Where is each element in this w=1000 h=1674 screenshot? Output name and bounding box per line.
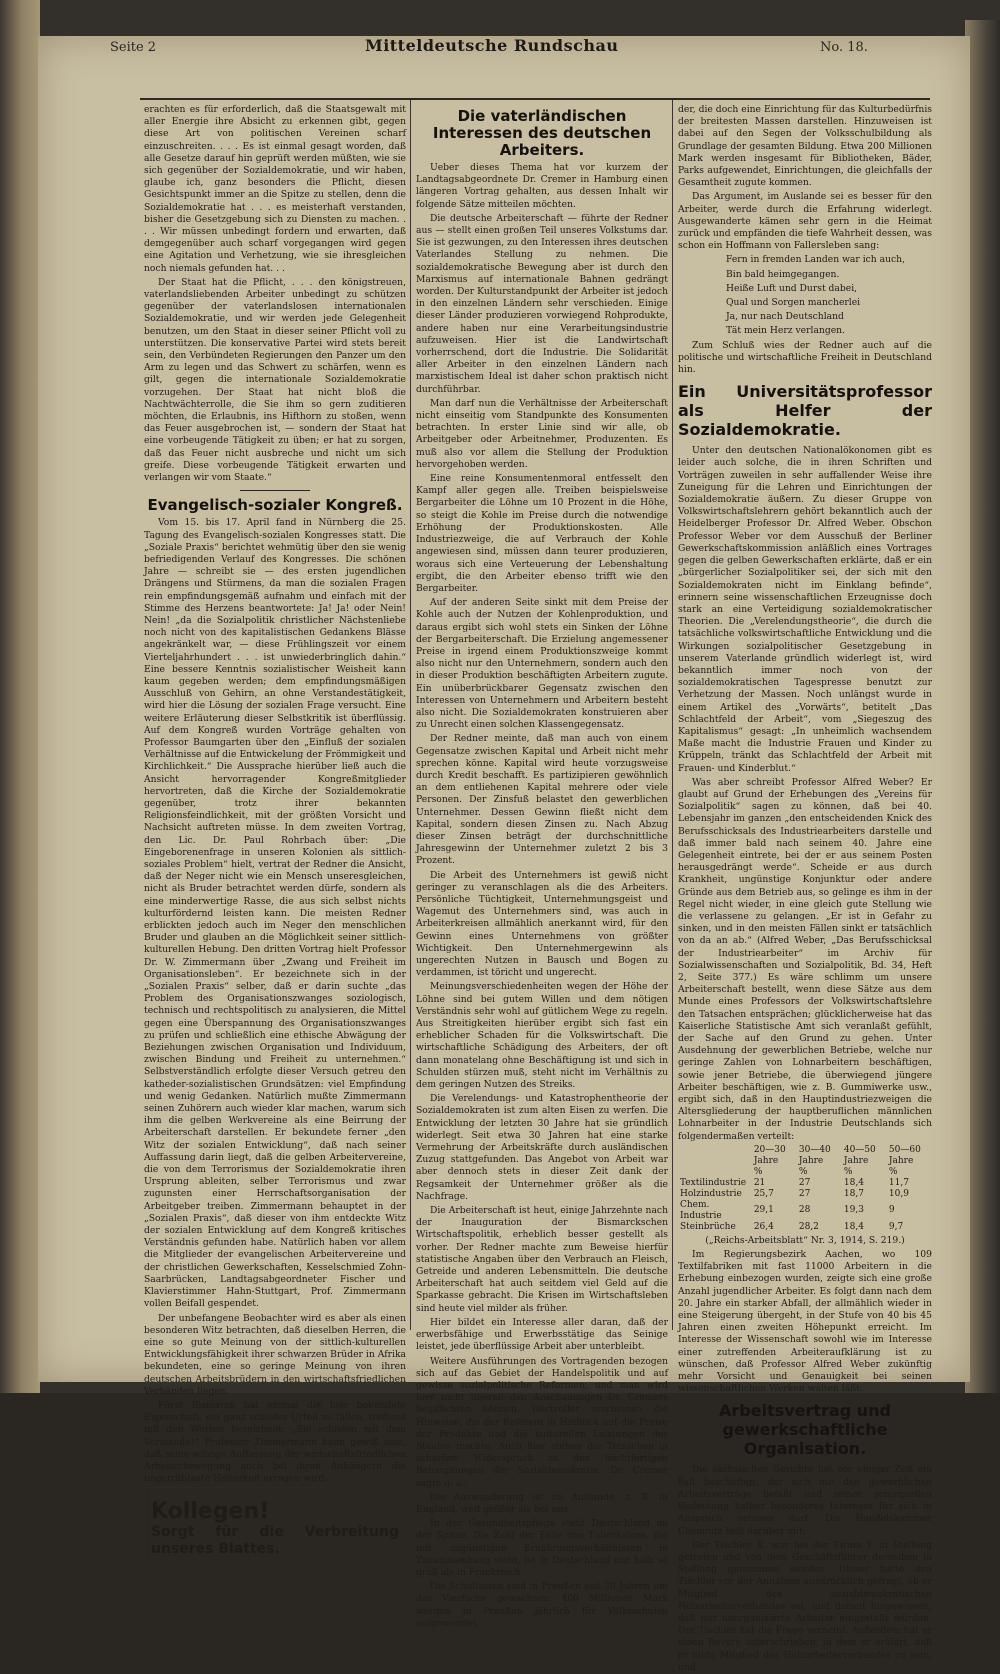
book-binding xyxy=(0,0,40,1393)
header-rule xyxy=(140,98,930,100)
table-row xyxy=(678,1178,932,1189)
promo-box xyxy=(144,1487,406,1563)
paragraph: Im Regierungsbezirk Aachen, wo 109 Textilfabriken mit fast 11000 Arbeitern in die Erhebung einbezogen wurden, zeigte sich eine große Anzahl jugendlicher Arbeiter. Es folgt dann nach dem 20. Jahre ein starker Abfall, der allmählich wieder in eine Steigerung übergeht, in der Stufe von 40 bis 45 Jahren einen zweiten Höhepunkt erreicht. Im Interesse der Wissenschaft sowohl wie im Interesse einer zutreffenden Arbeiteraufklärung ist zu wünschen, daß Professor Alfred Weber zukünftig mehr Vorsicht und Genauigkeit bei seinen wissenschaftlichen Werken walten läßt. xyxy=(678,1249,932,1395)
paragraph: Der Tischler X. war bei der Firma Y. in Stellung getreten und von dem Geschäftsführer derselben in Stellung genommen worden. Dieser hatte den Tischler vor der Annahme ausdrücklich gefragt, ob er Mitglied des sozialdemokratischen Holzarbeiterverbandes sei, und darauf hingewiesen, daß nur unorganisierte Arbeiter eingestellt würden. Der Tischler hat die Frage verneint. Außerdem hat er einen Revers unterschrieben, in dem er erklärt, daß er nicht Mitglied des Holzarbeiterverbandes zu sein, und xyxy=(678,1539,932,1673)
paragraph: Eine reine Konsumentenmoral entfesselt den Kampf aller gegen alle. Treiben beispielsweise Bergarbeiter die Löhne um 10 Prozent in die Höhe, so steigt die Kohle im Preise durch die notwendige Erhöhung der Produktionskosten. Alle Industriezweige, die auf Verbrauch der Kohle angewiesen sind, müssen dann teurer produzieren, woraus sich eine Verteuerung der Lebenshaltung ergibt, die den Arbeiter ebenso trifft wie den Bergarbeiter. xyxy=(416,473,668,594)
paragraph: Die Arbeit des Unternehmers ist gewiß nicht geringer zu veranschlagen als die des Arbeiters. Persönliche Tüchtigkeit, Unternehmungsgeist und Wagemut des Unternehmers sind, was auch in Arbeiterkreisen allmählich anerkannt wird, für den Gewinn eines Unternehmens von größter Wichtigkeit. Den Unternehmergewinn als ungerechten Nutzen in Bausch und Bogen zu verdammen, ist töricht und ungerecht. xyxy=(416,869,668,979)
issue-number: No. 18. xyxy=(820,40,868,55)
table-row xyxy=(678,1189,932,1200)
paragraph: Weitere Ausführungen des Vortragenden bezogen sich auf das Gebiet der Handelspolitik und auf gewisse sozialpolitische Reformen, und man wird hier nicht überall den Anschauungen Dr. Cremers beipflichten können. Wertvoller erscheinen die Hinweise, die der Referent in Hinblick auf die Preise der Produkte und die kulturellen Leistungen des Staates machte. Auch hier stehen die Tatsachen in scharfem Widerspruch zu den leichtfertigen Behauptungen der Sozialdemokratie. Dr. Cremer sagte u. a.: xyxy=(416,1355,668,1489)
page-edge xyxy=(965,20,1000,1393)
paragraph: Auf der anderen Seite sinkt mit dem Preise der Kohle auch der Nutzen der Kohlenproduktion, und daraus ergibt sich wohl stets ein Sinken der Löhne der Bergarbeiterschaft. Die Erzielung angemessener Preise in irgend einem Produktionszweige kommt also nicht nur den Unternehmern, sondern auch den in dieser Produktion beschäftigten Arbeitern zugute. Ein unüberbrückbarer Gegensatz zwischen den Interessen von Unternehmern und Arbeitern besteht also nicht. Die Sozialdemokraten konstruieren aber zu Unrecht einen solchen Klassengegensatz. xyxy=(416,597,668,731)
table-source: („Reichs-Arbeitsblatt“ Nr. 3, 1914, S. 219.) xyxy=(705,1234,905,1246)
article-heading: Arbeitsvertrag und gewerkschaftliche Organisation. xyxy=(719,1401,891,1459)
paragraph: Das Argument, im Auslande sei es besser für den Arbeiter, werde durch die Erfahrung widerlegt. Ausgewanderte kämen sehr gern in die Heimat zurück und empfänden die tiefe Wahrheit dessen, was schon ein Hoffmann von Fallersleben sang: xyxy=(678,191,932,252)
cell: 25,7 xyxy=(753,1188,774,1199)
paragraph: Die Arbeiterschaft ist heut, einige Jahrzehnte nach der Inauguration der Bismarckschen Wirtschaftspolitik, erheblich besser gestellt als vorher. Der Redner machte zum Beweise hierfür statistische Angaben über den Verbrauch an Fleisch, Getreide und anderen Lebensmitteln. Die deutsche Arbeiterschaft hat auch seitdem viel Geld auf die Sparkasse gebracht. Die Krisen im Wirtschaftsleben sind heute viel milder als früher. xyxy=(416,1205,668,1314)
article-heading: Die vaterländischen Interessen des deutschen Arbeiters. xyxy=(432,107,652,159)
column-1 xyxy=(144,104,406,1558)
paragraph: Die Schullasten sind in Preußen seit 30 Jahren um das Vierfache gewachsen. 400 Millionen Mark werden in Preußen jährlich für Volksschulen aufgewendet, xyxy=(416,1581,668,1629)
page-header xyxy=(110,36,930,70)
table-row xyxy=(678,1200,932,1222)
poem-line: Qual und Sorgen mancherlei xyxy=(726,297,861,309)
paragraph: erachten es für erforderlich, daß die Staatsgewalt mit aller Energie ihre Absicht zu erkennen gibt, gegen diese Art von politischen Vereinen scharf einzuschreiten. . . . Es ist einmal gesagt worden, daß alle Gesetze darauf hin geprüft werden müßten, wie sie sich gegenüber der Sozialdemokratie, und wir haben, glaube ich, ganz besonders die Pflicht, diesen Gesichtspunkt immer an die Spitze zu stellen, denn die Sozialdemokratie hat . . . es meisterhaft verstanden, bisher die Gesetzgebung sich zu Diensten zu machen. . . . Wir müssen unbedingt fordern und erwarten, daß demgegenüber auch scharf vorgegangen wird gegen eine Agitation und Verhetzung, wie sie ihresgleichen noch niemals gefunden hat. . . xyxy=(144,104,406,274)
column-rule-1 xyxy=(410,100,411,1330)
paragraph: Man darf nun die Verhältnisse der Arbeiterschaft nicht einseitig vom Standpunkte des Konsumenten betrachten. In erster Linie sind wir alle, ob Arbeitgeber oder Arbeitnehmer, Produzenten. Es muß also vor allem die Stellung der Produktion hervorgehoben werden. xyxy=(416,397,668,470)
paragraph: Der unbefangene Beobachter wird es aber als einen besonderen Witz betrachten, daß dieselben Herren, die eine so gute Meinung von der sittlich-kulturellen Entwicklungsfähigkeit ihrer schwarzen Brüder in Afrika bekundeten, eine so geringe Meinung von ihren deutschen Arbeitsbrüdern in den wirtschaftsfriedlichen Verbänden liegen. xyxy=(144,1312,406,1397)
paragraph: Der Staat hat die Pflicht, . . . den königstreuen, vaterlandsliebenden Arbeiter unbedingt zu schützen gegenüber der vaterlandslosen internationalen Sozialdemokratie, und wir werden jede Gelegenheit benutzen, um den Staat in dieser seiner Pflicht voll zu unterstützen. Die konservative Partei wird stets bereit sein, den Verbündeten Regierungen den Panzer um den Arm zu legen und das Schwert zu schärfen, wenn es gilt, gegen die internationale Sozialdemokratie vorzugehen. Der Staat hat nicht bloß die Nachtwächterrolle, die Sie ihm so gern zuditieren möchten, die Erlaubnis, ins Hifthorn zu stoßen, wenn das Feuer ausgebrochen ist, — sondern der Staat hat eine vorbeugende Tätigkeit zu üben; er hat zu sorgen, daß das Feuer nicht ausbreche und nicht um sich greife. Diese vorbeugende Tätigkeit erwarten und verlangen wir vom Staate.“ xyxy=(144,276,406,484)
cell: 9,7 xyxy=(888,1221,904,1232)
cell: 26,4 xyxy=(753,1221,774,1232)
cell: 9 xyxy=(888,1205,895,1216)
cell: 10,9 xyxy=(888,1188,909,1199)
paragraph: Hier bildet ein Interesse aller daran, daß der erwerbsfähige und Erwerbsstätige das Seinige leistet, jede überflüssige Arbeit aber unterbleibt. xyxy=(416,1316,668,1353)
poem xyxy=(678,254,932,337)
row-label: Steinbrüche xyxy=(680,1221,736,1232)
cell: 11,7 xyxy=(888,1177,909,1188)
table-header: 20—30 Jahre xyxy=(753,1144,786,1166)
paragraph: Ueber dieses Thema hat vor kurzem der Landtagsabgeordnete Dr. Cremer in Hamburg einen längeren Vortrag gehalten, aus dessen Inhalt wir folgende Sätze mitteilen möchten. xyxy=(416,162,668,210)
row-label: Chem. Industrie xyxy=(680,1199,722,1221)
poem-line: Fern in fremden Landen war ich auch, xyxy=(726,254,906,266)
poem-line: Bin bald heimgegangen. xyxy=(726,268,840,280)
table-unit: % xyxy=(798,1166,808,1177)
paragraph: Was aber schreibt Professor Alfred Weber? Er glaubt auf Grund der Erhebungen des „Vereins für Sozialpolitik“ sagen zu können, daß bei 40. Lebensjahr im ganzen „den entscheidenden Knick des Berufsschicksals des Industriearbeiters darstelle und daß immer bald nach seinem 40. Jahre eine Gelegenheit eintrete, bei der er aus seinem Posten herausgedrängt werde“. Scheide er aus durch Krankheit, ungünstige Konjunktur oder andere Gründe aus dem Betrieb aus, so gelinge es ihm in der Regel nicht wieder, in eine gleich gute Stellung wie die verlassene zu gelangen. „Er ist in Gefahr zu sinken, und in den meisten Fällen sinkt er tatsächlich von da an ab.“ (Alfred Weber, „Das Berufsschicksal der Industriearbeiter“ im Archiv für Sozialwissenschaften und Sozialpolitik, Bd. 34, Heft 2, Seite 377.) Es wäre schlimm um unsere Arbeiterschaft bestellt, wenn diese Sätze aus dem Munde eines Professors der Volkswirtschaftslehre den Tatsachen entsprächen; glücklicherweise hat das Kaiserliche Statistische Amt sich veranlaßt gefühlt, der Sache auf den Grund zu gehen. Unter Ausdehnung der gewerblichen Betriebe, welche nur geringe Zahlen von Lohnarbeitern beschäftigen, sowie jener Betriebe, die überwiegend jüngere Arbeiter beschäftigen, wie z. B. Gummiwerke usw., ergibt sich, daß in den Hauptindustriezweigen die Altersgliederung der hauptberuflichen männlichen Lohnarbeiter in der Industrie Deutschlands sich folgendermaßen verteilt: xyxy=(678,776,932,1142)
paragraph: Zum Schluß wies der Redner auch auf die politische und wirtschaftliche Freiheit in Deutschland hin. xyxy=(678,339,932,376)
cell: 29,1 xyxy=(753,1205,774,1216)
cell: 27 xyxy=(798,1177,811,1188)
paragraph: Vom 15. bis 17. April fand in Nürnberg die 25. Tagung des Evangelisch-sozialen Kongresses statt. Die „Soziale Praxis“ berichtet wehmütig über den sie wenig befriedigenden Verlauf des Kongresses. Die schönen Jahre — schreibt sie — des ersten jugendlichen Drängens und Stürmens, da man die sozialen Fragen rein empfindungsgemäß aufnahm und einfach mit der Stimme des Herzens beantwortete: Ja! Ja! oder Nein! Nein! „da die Sozialpolitik christlicher Nächstenliebe noch nicht von des kapitalistischen Gedankens Blässe angekränkelt war, — diese Frühlingszeit vor einem Vierteljahrhundert . . . ist unwiederbringlich dahin.“ Eine bessere Kenntnis sozialistischer Weisheit kann kaum gegeben werden; dem empfindungsmäßigen Ausschluß von Gehirn, an ohne Verstandestätigkeit, wird hier die Lösung der sozialen Frage versucht. Eine weitere Erläuterung dieser Selbstkritik ist überflüssig. Auf dem Kongreß wurden Vorträge gehalten von Professor Baumgarten über den „Einfluß der sozialen Verhältnisse auf die Entwickelung der Frömmigkeit und Kirchlichkeit.“ Die Aussprache hierüber ließ auch die Ansicht hervorragender Kongreßmitglieder hervortreten, daß die Kirche der Sozialdemokratie gegenüber, trotz ihrer bekannten Religionsfeindlichkeit, mit der größten Vorsicht und Nachsicht auftreten müsse. In dem zweiten Vortrag, den Lic. Dr. Paul Rohrbach über: „Die Eingeborenenfrage in unseren Kolonien als sittlich-soziales Problem“ hielt, vertrat der Redner die Ansicht, daß der Neger nicht wie ein Mensch unseresgleichen, nicht als Bruder betrachtet werden dürfe, sondern als eine minderwertige Rasse, die aus sich selbst nichts kulturfördernd leisten kann. Die meisten Redner erblickten jedoch auch im Neger den menschlichen Bruder und glauben an die Möglichkeit seiner sittlich-kulturellen Hebung. Den dritten Vortrag hielt Professor Dr. W. Zimmermann über „Zwang und Freiheit im Organisationsleben“. Er bezeichnete sich in der „Sozialen Praxis“ selber, daß er darin suchte „das Problem des Organisationszwanges soziologisch, technisch und rechtspolitisch zu analysieren, die Mittel gegen eine Überspannung des Organisationszwanges zu prüfen und schließlich eine ethische Abwägung der Beziehungen zwischen Organisation und Individuum, zwischen Bindung und Freiheit zu unternehmen.“ Selbstverständlich erfolgte dieser Versuch getreu den katheder-sozialistischen Grundsätzen: viel Empfindung und wenig Gedanken. Natürlich mußte Zimmermann seinen Zuhörern auch wieder klar machen, warum sich ihm die gelben Werkvereine als eine Beirrung der Arbeiterschaft darstellen. Er bekundete ferner „den Witz der sozialen Entwicklung“, daß nach seiner Auffassung darin liegt, daß die gelben Arbeitervereine, die von dem Terrorismus der Sozialdemokratie ihren Ursprung ableiten, selber Terrorismus und zwar zugunsten einer Herrschaftsorganisation der Arbeitgeber treiben. Zimmermann behauptet in der „Sozialen Praxis“, daß dieser von ihm entdeckte Witz der sozialen Entwicklung auf dem Kongreß kritisches Verständnis gefunden habe. Natürlich haben vor allem die Mitglieder der evangelischen Arbeitervereine und der christlichen Gewerkschaften, Kesselschmied Zohn-Saarbrücken, Landtagsabgeordneter Fischer und Klavierstimmer Hahn-Stuttgart, Prof. Zimmermann vollen Beifall gespendet. xyxy=(144,517,406,1310)
table-header: 30—40 Jahre xyxy=(798,1144,831,1166)
article-heading: Ein Universitätsprofessor als Helfer der Sozialdemokratie. xyxy=(678,382,932,440)
table-unit: % xyxy=(888,1166,898,1177)
paragraph: Fürst Bismarck hat einmal die hier bekundete Eigenschaft, ein ganz schiefes Urteil zu fällen, treffend mit den Worten bezeichnet: „Sie schielen mit dem Verstande!“ Professor Zimmermann kann gewiß sein, daß seine witzige Auffassung der wirtschaftsfriedlichen Arbeiterbewegung auch bei ihren Anhängern die ungetrübteste Heiterkeit erregen wird. xyxy=(144,1399,406,1485)
paragraph: Die sächsischen Gerichte hat vor einiger Zeit ein Fall beschäftigt, der sich mit den gewerblichen Arbeitsverträge befaßt und seiner prinzipiellen Bedeutung halber besonderes Interesse für sich in Anspruch nehmen darf. Die Handelskammer Chemnitz teilt darüber mit: xyxy=(678,1464,932,1537)
paragraph: Die Verelendungs- und Katastrophentheorie der Sozialdemokraten ist zum alten Eisen zu werfen. Die Entwicklung der letzten 30 Jahre hat sie gründlich widerlegt. Seit etwa 30 Jahren hat eine starke Vermehrung der Arbeitskräfte durch ausländischen Zuzug stattgefunden. Das Angebot von Arbeit war aber dennoch stets in dieser Zeit dank der Regsamkeit der Unternehmer größer als die Nachfrage. xyxy=(416,1093,668,1202)
row-label: Textilindustrie xyxy=(680,1177,747,1188)
table-header: 50—60 Jahre xyxy=(888,1144,921,1166)
promo-headline: Kollegen! xyxy=(151,1499,270,1525)
table-unit: % xyxy=(843,1166,853,1177)
masthead-title: Mitteldeutsche Rundschau xyxy=(365,36,619,55)
paragraph: Die Auswanderung ist im Auslande, z. B. in England, weit größer als bei uns. xyxy=(416,1491,668,1515)
cell: 19,3 xyxy=(843,1205,864,1216)
paragraph: der, die doch eine Einrichtung für das Kulturbedürfnis der breitesten Massen darstellen. Hinzuweisen ist dabei auf den Segen der Volksschulbildung als Grundlage der gesamten Bildung. Etwa 200 Millionen Mark werden insgesamt für Bibliotheken, Bäder, Parks aufgewendet, Einrichtungen, die gleichfalls der Gesamtheit zugute kommen. xyxy=(678,104,932,189)
column-3 xyxy=(678,104,932,1673)
paragraph: In der Gesundheitspflege steht Deutschland an der Spitze. Die Zahl der Fälle von Tuberkulose, die mit ungünstigen Ernährungsverhältnissen in Zusammenhang steht, ist in Deutschland nur halb so groß als in Frankreich. xyxy=(416,1518,668,1578)
poem-line: Ja, nur nach Deutschland xyxy=(726,311,844,323)
paragraph: Meinungsverschiedenheiten wegen der Höhe der Löhne sind bei gutem Willen und dem nötigen Verständnis sehr wohl auf gütlichem Wege zu regeln. Aus Streitigkeiten hierüber ergibt sich fast ein erheblicher Schaden für die Volkswirtschaft. Die wirtschaftliche Schädigung des Arbeiters, der oft dann monatelang ohne Beschäftigung ist und sich in Schulden stürzen muß, steht nicht im Verhältnis zu dem geringen Nutzen des Streiks. xyxy=(416,981,668,1091)
poem-line: Tät mein Herz verlangen. xyxy=(726,325,845,337)
table-header: 40—50 Jahre xyxy=(843,1144,876,1166)
cell: 28 xyxy=(798,1205,811,1216)
separator xyxy=(240,490,310,491)
cell: 18,4 xyxy=(843,1221,864,1232)
paragraph: Der Redner meinte, daß man auch von einem Gegensatze zwischen Kapital und Arbeit nicht mehr sprechen könne. Kapital wird heute vorzugsweise durch Kredit beschafft. Es partizipieren gewöhnlich an dem entliehenen Kapital mehrere oder viele Personen. Der Zinsfuß belastet den gewerblichen Unternehmer. Dessen Gewinn fließt nicht dem Kapital, sondern diesen Zinsen zu. Nach Abzug dieser Zinsen beträgt der durchschnittliche Jahresgewinn der Unternehmer zuletzt 2 bis 3 Prozent. xyxy=(416,733,668,867)
cell: 21 xyxy=(753,1177,766,1188)
cell: 18,4 xyxy=(843,1177,864,1188)
page-number: Seite 2 xyxy=(110,40,157,55)
age-table xyxy=(678,1145,932,1233)
table-unit: % xyxy=(753,1166,763,1177)
promo-subline: Sorgt für die Verbreitung unseres Blattes. xyxy=(151,1524,399,1558)
table-row xyxy=(678,1222,932,1233)
cell: 28,2 xyxy=(798,1221,819,1232)
column-rule-2 xyxy=(672,100,673,1330)
row-label: Holzindustrie xyxy=(680,1188,742,1199)
cell: 18,7 xyxy=(843,1188,864,1199)
column-2 xyxy=(416,104,668,1629)
article-heading: Evangelisch-sozialer Kongreß. xyxy=(147,496,403,515)
cell: 27 xyxy=(798,1188,811,1199)
poem-line: Heiße Luft und Durst dabei, xyxy=(726,282,858,294)
paragraph: Unter den deutschen Nationalökonomen gibt es leider auch solche, die in ihren Schriften und Vorträgen zuweilen in sehr auffallender Weise ihre Zuneigung für die Lehren und Einrichtungen der Sozialdemokratie äußern. Zu dieser Gruppe von Volkswirtschaftslehrern gehört bekanntlich auch der Heidelberger Professor Dr. Alfred Weber. Obschon Professor Weber vor dem Ausschuß der Berliner Gewerkschaftskommission anläßlich eines Vortrages gegen die gelben Gewerkschaften erklärte, daß er ein „bürgerlicher Sozialpolitiker sei, der sich mit den Sozialdemokraten nicht im Einklang befinde“, erinnern seine wissenschaftlichen Erzeugnisse doch stark an eine Verteidigung sozialdemokratischer Theorien. Die „Verelendungstheorie“, die durch die tatsächliche volkswirtschaftliche Entwicklung und die Wirkungen sozialpolitischer Gesetzgebung in unserem Vaterlande gründlich widerlegt ist, wird bekanntlich immer noch von der sozialdemokratischen Tagespresse benutzt zur Verhetzung der Massen. Noch unlängst wurde in einem Artikel des „Vorwärts“, betitelt „Das Schlachtfeld der Arbeit“, vom „Siegeszug des Kapitalismus“ gesagt: „In unheimlich wachsendem Maße macht die Industrie Frauen und Kinder zu Krüppeln, tränkt das Schlachtfeld der Arbeit mit Frauen- und Kinderblut.“ xyxy=(678,445,932,774)
paragraph: Die deutsche Arbeiterschaft — führte der Redner aus — stellt einen großen Teil unseres Volkstums dar. Sie ist gezwungen, zu den Interessen ihres deutschen Vaterlandes Stellung zu nehmen. Die sozialdemokratische Bewegung aber ist durch den Marxismus auf internationale Bahnen gedrängt worden. Der Kulturstandpunkt der Arbeiter ist jedoch in den einzelnen Ländern sehr verschieden. Einige dieser Länder produzieren vorwiegend Rohprodukte, andere haben nur eine Verarbeitungsindustrie aufzuweisen. Hier ist die Landwirtschaft vorherrschend, dort die Industrie. Die Solidarität aller Arbeiter in den einzelnen Ländern nach marxistischem Ideal ist daher schon praktisch nicht durchführbar. xyxy=(416,212,668,395)
